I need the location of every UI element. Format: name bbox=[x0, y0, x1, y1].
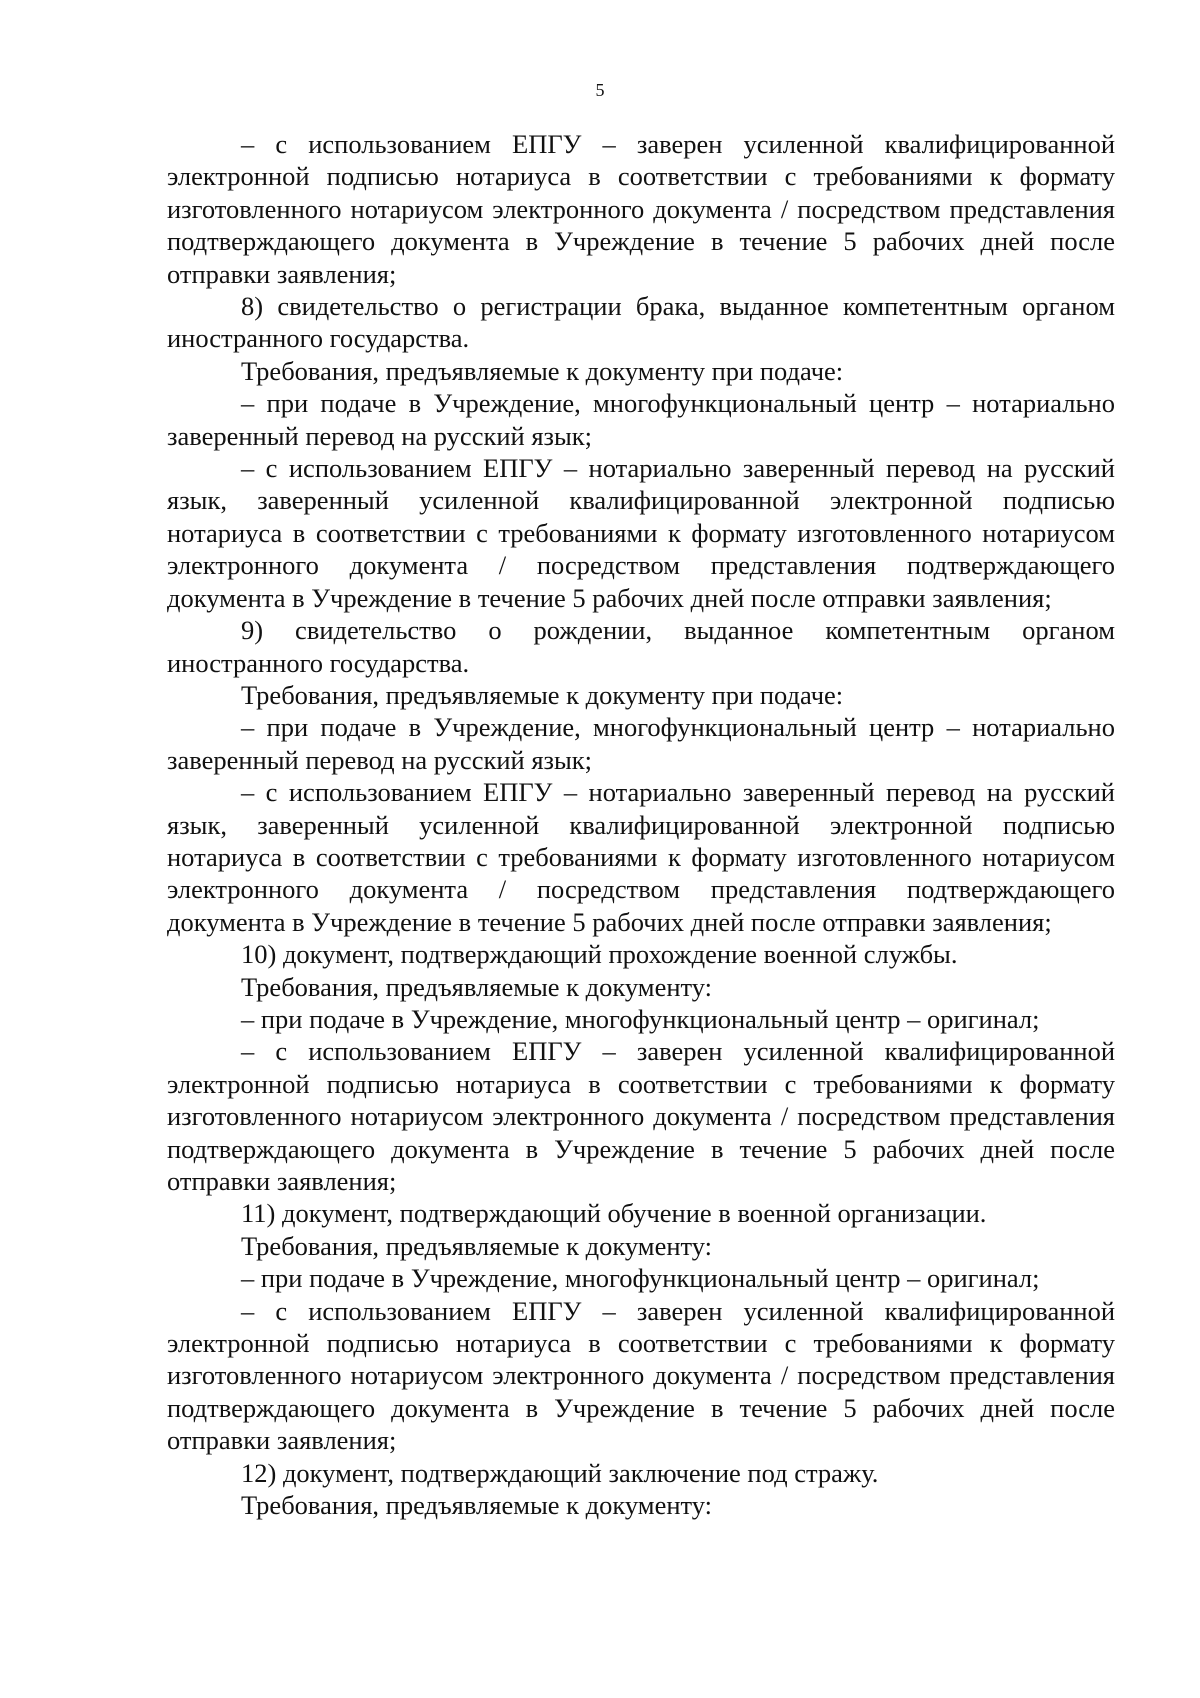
paragraph-in-person-translation: – при подаче в Учреждение, многофункциональный центр – нотариально заверенный перевод на русский язык; bbox=[167, 388, 1115, 451]
paragraph-epgu-translation: – с использованием ЕПГУ – нотариально заверенный перевод на русский язык, заверенный усиленной квалифицированной электронной подписью нотариуса в соответствии с требованиями к формату изготовленного нотариусом электронного документа / посредством представления подтверждающего документа в Учреждение в течение 5 рабочих дней после отправки заявления; bbox=[167, 453, 1115, 613]
paragraph-item-10: 10) документ, подтверждающий прохождение военной службы. bbox=[241, 939, 958, 970]
paragraph-in-person-translation: – при подаче в Учреждение, многофункциональный центр – нотариально заверенный перевод на русский язык; bbox=[167, 712, 1115, 775]
paragraph-item-12: 12) документ, подтверждающий заключение под стражу. bbox=[241, 1457, 879, 1488]
paragraph-requirements-heading: Требования, предъявляемые к документу: bbox=[241, 971, 713, 1002]
paragraph-epgu-notary-signature: – с использованием ЕПГУ – заверен усиленной квалифицированной электронной подписью нотариуса в соответствии с требованиями к формату изготовленного нотариусом электронного документа / посредством представления подтверждающего документа в Учреждение в течение 5 рабочих дней после отправки заявления; bbox=[167, 1036, 1115, 1196]
paragraph-requirements-heading: Требования, предъявляемые к документу при подаче: bbox=[241, 355, 844, 386]
paragraph-epgu-notary-signature: – с использованием ЕПГУ – заверен усиленной квалифицированной электронной подписью нотариуса в соответствии с требованиями к формату изготовленного нотариусом электронного документа / посредством представления подтверждающего документа в Учреждение в течение 5 рабочих дней после отправки заявления; bbox=[167, 1295, 1115, 1456]
paragraph-item-8: 8) свидетельство о регистрации брака, выданное компетентным органом иностранного государства. bbox=[167, 291, 1115, 354]
paragraph-in-person-original: – при подаче в Учреждение, многофункциональный центр – оригинал; bbox=[241, 1003, 1040, 1034]
paragraph-item-9: 9) свидетельство о рождении, выданное компетентным органом иностранного государства. bbox=[167, 615, 1115, 678]
page-number: 5 bbox=[595, 80, 605, 100]
paragraph-epgu-notary-signature: – с использованием ЕПГУ – заверен усиленной квалифицированной электронной подписью нотариуса в соответствии с требованиями к формату изготовленного нотариусом электронного документа / посредством представления подтверждающего документа в Учреждение в течение 5 рабочих дней после отправки заявления; bbox=[167, 129, 1115, 289]
document-body bbox=[167, 128, 1115, 1521]
paragraph-in-person-original: – при подаче в Учреждение, многофункциональный центр – оригинал; bbox=[241, 1263, 1040, 1294]
paragraph-requirements-heading: Требования, предъявляемые к документу при подаче: bbox=[241, 679, 844, 710]
paragraph-requirements-heading: Требования, предъявляемые к документу: bbox=[241, 1490, 713, 1521]
paragraph-epgu-translation: – с использованием ЕПГУ – нотариально заверенный перевод на русский язык, заверенный усиленной квалифицированной электронной подписью нотариуса в соответствии с требованиями к формату изготовленного нотариусом электронного документа / посредством представления подтверждающего документа в Учреждение в течение 5 рабочих дней после отправки заявления; bbox=[167, 777, 1115, 937]
paragraph-requirements-heading: Требования, предъявляемые к документу: bbox=[241, 1230, 713, 1261]
paragraph-item-11: 11) документ, подтверждающий обучение в военной организации. bbox=[241, 1198, 987, 1229]
